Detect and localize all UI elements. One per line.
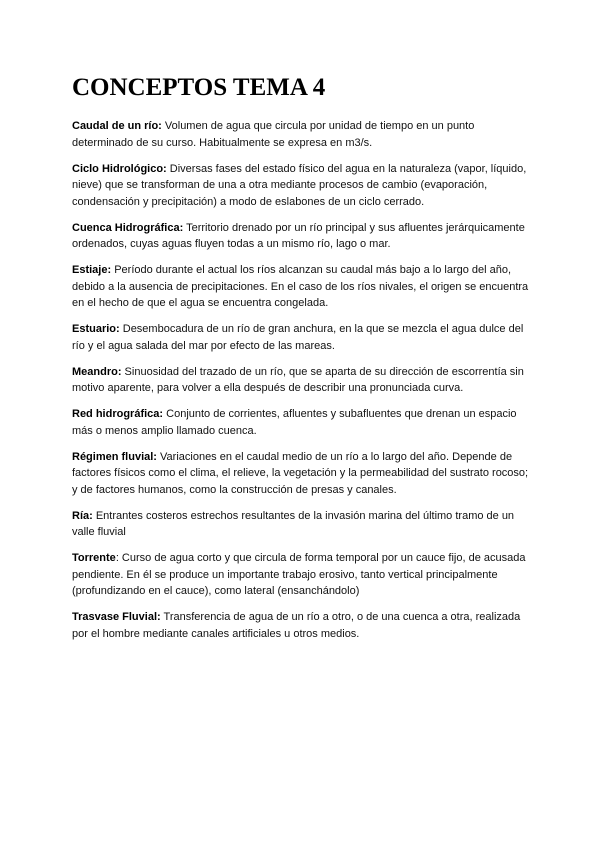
entry-term: Trasvase Fluvial: <box>72 611 161 623</box>
entry-regimen-fluvial <box>72 449 532 499</box>
entry-term: Estiaje: <box>72 264 112 276</box>
document-title: CONCEPTOS TEMA 4 <box>72 74 326 101</box>
entry-ria <box>72 508 532 541</box>
entry-term: Estuario: <box>72 323 120 335</box>
entry-cuenca-hidrografica <box>72 220 532 253</box>
entry-term: Red hidrográfica: <box>72 408 164 420</box>
entry-red-hidrografica <box>72 406 532 439</box>
document-page <box>72 72 532 652</box>
entry-torrente <box>72 550 532 600</box>
entry-term: Ría: <box>72 509 93 522</box>
entry-term: Régimen fluvial: <box>72 450 157 463</box>
entry-ciclo-hidrologico <box>72 161 532 211</box>
entry-estuario <box>72 321 532 354</box>
entry-definition: Diversas fases del estado físico del agua en la naturaleza (vapor, líquido, nieve) que se transforman de una a otra mediante procesos de cambio (evaporación, condensación y precipitación) a modo de eslabones de un ciclo cerrado. <box>72 162 527 208</box>
entry-term: Torrente <box>72 552 116 564</box>
entry-definition: Territorio drenado por un río principal y sus afluentes jerárquicamente ordenados, cuyas aguas fluyen todas a un mismo río, lago o mar. <box>72 221 525 250</box>
entry-definition: : Curso de agua corto y que circula de forma temporal por un cauce fijo, de acusada pendiente. En él se produce un importante trabajo erosivo, tanto vertical principalmente (profundizando en el cauce), como lateral (ensanchándolo) <box>72 552 526 597</box>
entry-term: Meandro: <box>72 365 122 378</box>
entry-definition: Variaciones en el caudal medio de un río a lo largo del año. Depende de factores físicos como el clima, el relieve, la vegetación y la permeabilidad del sustrato rocoso; y de factores humanos, como la construcción de presas y canales. <box>72 450 529 496</box>
entry-meandro <box>72 364 532 397</box>
entry-definition: Transferencia de agua de un río a otro, o de una cuenca a otra, realizada por el hombre mediante canales artificiales u otros medios. <box>72 611 521 640</box>
entry-definition: Sinuosidad del trazado de un río, que se aparta de su dirección de escorrentía sin motivo aparente, para volver a ella después de describir una pronunciada curva. <box>72 365 524 394</box>
entry-definition: Desembocadura de un río de gran anchura, en la que se mezcla el agua dulce del río y el agua salada del mar por efecto de las mareas. <box>72 323 524 352</box>
entry-trasvase-fluvial <box>72 609 532 642</box>
entry-definition: Volumen de agua que circula por unidad de tiempo en un punto determinado de su curso. Habitualmente se expresa en m3/s. <box>72 120 475 149</box>
entry-estiaje <box>72 262 532 312</box>
entry-definition: Conjunto de corrientes, afluentes y subafluentes que drenan un espacio más o menos amplio llamado cuenca. <box>72 408 517 437</box>
entry-term: Cuenca Hidrográfica: <box>72 221 184 234</box>
entry-caudal <box>72 118 532 151</box>
entry-definition: Período durante el actual los ríos alcanzan su caudal más bajo a lo largo del año, debido a la ausencia de precipitaciones. En el caso de los ríos nivales, el origen se encuentra en el hecho de que el agua se encuentra congelada. <box>72 264 529 309</box>
entry-definition: Entrantes costeros estrechos resultantes de la invasión marina del último tramo de un valle fluvial <box>72 509 515 538</box>
entry-term: Caudal de un río: <box>72 120 162 132</box>
entry-term: Ciclo Hidrológico: <box>72 162 167 175</box>
